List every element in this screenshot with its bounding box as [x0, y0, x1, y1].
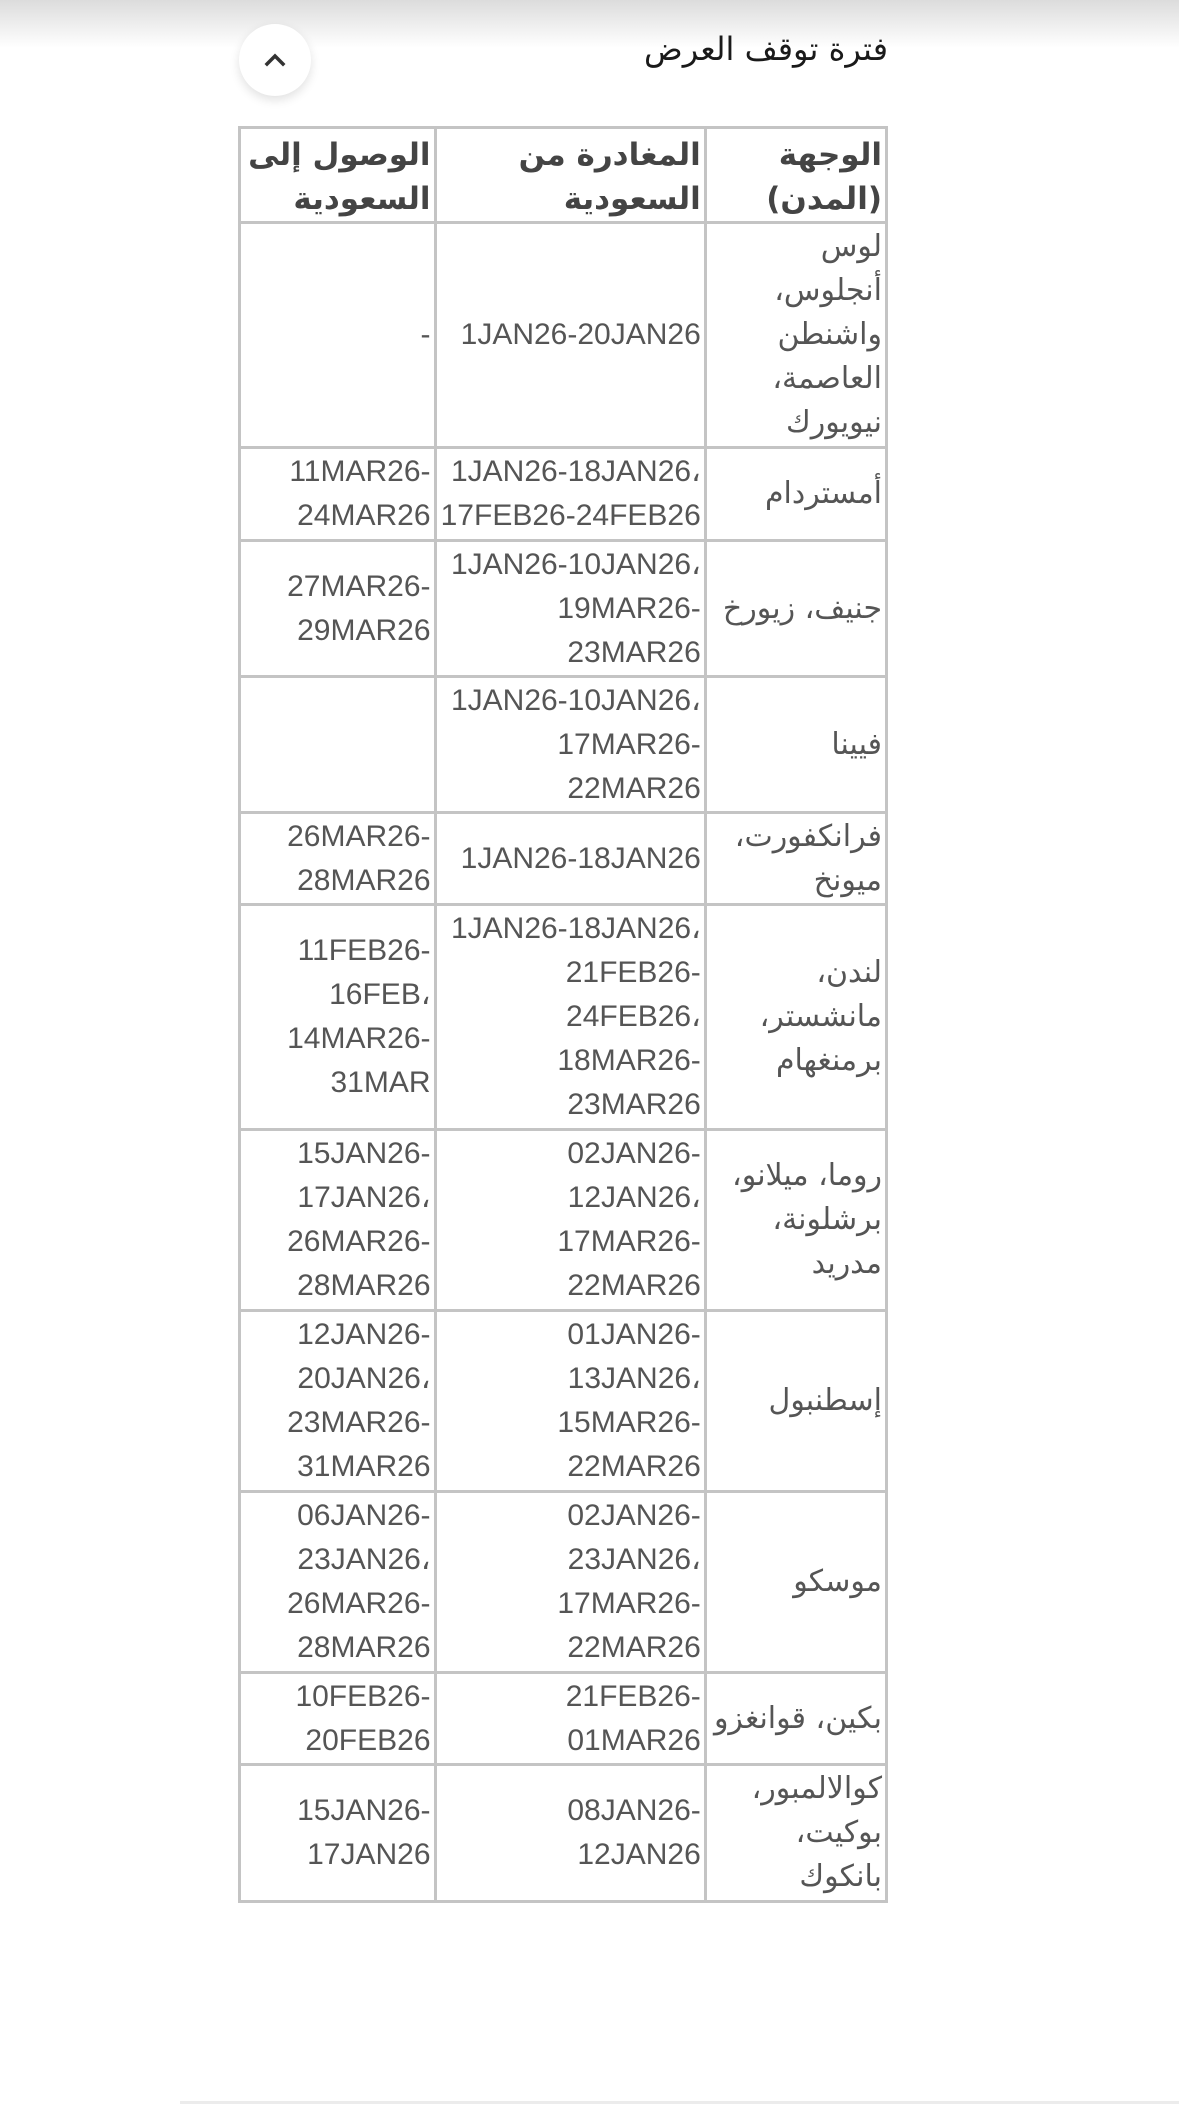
arrival-date-range: 20JAN26،: [297, 1362, 431, 1395]
arrival-date-range: 20FEB26: [305, 1723, 431, 1757]
cell-destination: أمستردام: [705, 448, 886, 541]
cell-destination: موسكو: [705, 1492, 886, 1673]
table-row: [240, 448, 887, 541]
departure-date-range: 02JAN26-: [567, 1499, 701, 1532]
cell-arrival: [240, 1765, 436, 1902]
cell-destination: فيينا: [705, 677, 886, 813]
cell-destination: فرانكفورت، ميونخ: [705, 813, 886, 905]
table-row: [240, 1765, 887, 1902]
table-row: [240, 223, 887, 448]
arrival-date-range: 23JAN26،: [297, 1543, 431, 1576]
cell-arrival: [240, 677, 436, 813]
arrival-date-range: 28MAR26: [297, 863, 431, 897]
arrival-date-range: 11MAR26-: [289, 455, 431, 488]
cell-departure: [435, 677, 705, 813]
departure-date-range: 02JAN26-: [567, 1137, 701, 1170]
departure-date-range: 22MAR26: [567, 1450, 701, 1483]
departure-date-range: 1JAN26-10JAN26،: [450, 547, 701, 581]
table-row: [240, 541, 887, 677]
departure-date-range: 21FEB26-: [565, 956, 701, 989]
arrival-date-range: 06JAN26-: [297, 1499, 431, 1532]
chevron-up-icon: [264, 53, 286, 67]
departure-date-range: 23JAN26،: [567, 1543, 701, 1576]
cell-arrival: [240, 905, 436, 1130]
arrival-date-range: 12JAN26-: [297, 1318, 431, 1351]
departure-date-range: 22MAR26: [567, 1631, 701, 1664]
arrival-date-range: 26MAR26-: [287, 1587, 431, 1620]
table-row: [240, 1130, 887, 1311]
arrival-date-range: 15JAN26-: [297, 1137, 431, 1170]
table-row: [240, 677, 887, 813]
cell-departure: [435, 813, 705, 905]
section-title: فترة توقف العرض: [644, 30, 888, 68]
table-row: [240, 813, 887, 905]
arrival-date-range: 23MAR26-: [287, 1406, 431, 1439]
departure-date-range: 19MAR26-: [557, 591, 701, 625]
departure-date-range: 1JAN26-18JAN26: [460, 841, 701, 875]
arrival-date-range: 27MAR26-: [287, 569, 431, 603]
arrival-date-range: 31MAR26: [297, 1450, 431, 1483]
cell-destination: لندن، مانشستر، برمنغهام: [705, 905, 886, 1130]
header-destination: الوجهة (المدن): [705, 128, 886, 223]
arrival-date-range: 16FEB،: [329, 978, 431, 1011]
cell-destination: بكين، قوانغزو: [705, 1673, 886, 1765]
departure-date-range: 08JAN26-: [567, 1794, 701, 1827]
departure-date-range: 1JAN26-20JAN26: [460, 318, 701, 351]
cell-departure: [435, 448, 705, 541]
departure-date-range: 17MAR26-: [557, 1587, 701, 1620]
arrival-date-range: 17JAN26: [307, 1838, 431, 1871]
table-row: [240, 1311, 887, 1492]
cell-departure: [435, 1492, 705, 1673]
cell-destination: إسطنبول: [705, 1311, 886, 1492]
table-row: [240, 1673, 887, 1765]
departure-date-range: 22MAR26: [567, 771, 701, 805]
departure-date-range: 17FEB26-24FEB26: [440, 499, 701, 532]
arrival-date-range: 15JAN26-: [297, 1794, 431, 1827]
departure-date-range: 15MAR26-: [557, 1406, 701, 1439]
cell-departure: [435, 1765, 705, 1902]
header-arrival: الوصول إلى السعودية: [240, 128, 436, 223]
cell-arrival: [240, 1130, 436, 1311]
header-departure: المغادرة من السعودية: [435, 128, 705, 223]
arrival-date-range: 28MAR26: [297, 1269, 431, 1302]
arrival-date-range: 26MAR26-: [287, 1225, 431, 1258]
departure-date-range: 22MAR26: [567, 1269, 701, 1302]
departure-date-range: 24FEB26،: [566, 1000, 701, 1033]
departure-date-range: 1JAN26-18JAN26،: [450, 455, 701, 488]
departure-date-range: 23MAR26: [567, 635, 701, 669]
cell-departure: [435, 541, 705, 677]
departure-date-range: 1JAN26-10JAN26،: [450, 683, 701, 717]
cell-departure: [435, 223, 705, 448]
table-header-row: [240, 128, 887, 223]
cell-departure: [435, 1673, 705, 1765]
cell-destination: لوس أنجلوس، واشنطن العاصمة، نيويورك: [705, 223, 886, 448]
arrival-date-range: 17JAN26،: [297, 1181, 431, 1214]
departure-date-range: 17MAR26-: [557, 1225, 701, 1258]
top-shade: [0, 0, 1179, 48]
departure-date-range: 17MAR26-: [557, 727, 701, 761]
departure-date-range: 23MAR26: [567, 1088, 701, 1121]
cell-arrival: [240, 448, 436, 541]
cell-arrival: [240, 541, 436, 677]
cell-arrival: [240, 1673, 436, 1765]
blackout-dates-table: [238, 126, 888, 1903]
cell-arrival: [240, 813, 436, 905]
departure-date-range: 12JAN26،: [567, 1181, 701, 1214]
cell-departure: [435, 1130, 705, 1311]
cell-departure: [435, 905, 705, 1130]
departure-date-range: 1JAN26-18JAN26،: [450, 912, 701, 945]
cell-destination: جنيف، زيورخ: [705, 541, 886, 677]
arrival-date-range: 29MAR26: [297, 613, 431, 647]
table-row: [240, 905, 887, 1130]
cell-departure: [435, 1311, 705, 1492]
departure-date-range: 18MAR26-: [557, 1044, 701, 1077]
cell-arrival: [240, 223, 436, 448]
collapse-section-button[interactable]: [239, 24, 311, 96]
departure-date-range: 12JAN26: [577, 1838, 701, 1871]
arrival-date-range: -: [420, 318, 431, 351]
arrival-date-range: 24MAR26: [297, 499, 431, 532]
arrival-date-range: 31MAR: [330, 1066, 431, 1099]
departure-date-range: 13JAN26،: [567, 1362, 701, 1395]
departure-date-range: 21FEB26-: [565, 1679, 701, 1713]
arrival-date-range: 10FEB26-: [295, 1679, 431, 1713]
table-body: [240, 223, 887, 1902]
arrival-date-range: 26MAR26-: [287, 819, 431, 853]
cell-destination: كوالالمبور، بوكيت، بانكوك: [705, 1765, 886, 1902]
arrival-date-range: 28MAR26: [297, 1631, 431, 1664]
divider: [180, 2101, 1179, 2104]
table-row: [240, 1492, 887, 1673]
cell-arrival: [240, 1492, 436, 1673]
departure-date-range: 01JAN26-: [567, 1318, 701, 1351]
cell-destination: روما، ميلانو، برشلونة، مدريد: [705, 1130, 886, 1311]
cell-arrival: [240, 1311, 436, 1492]
departure-date-range: 01MAR26: [567, 1723, 701, 1757]
arrival-date-range: 11FEB26-: [297, 934, 431, 967]
arrival-date-range: 14MAR26-: [287, 1022, 431, 1055]
